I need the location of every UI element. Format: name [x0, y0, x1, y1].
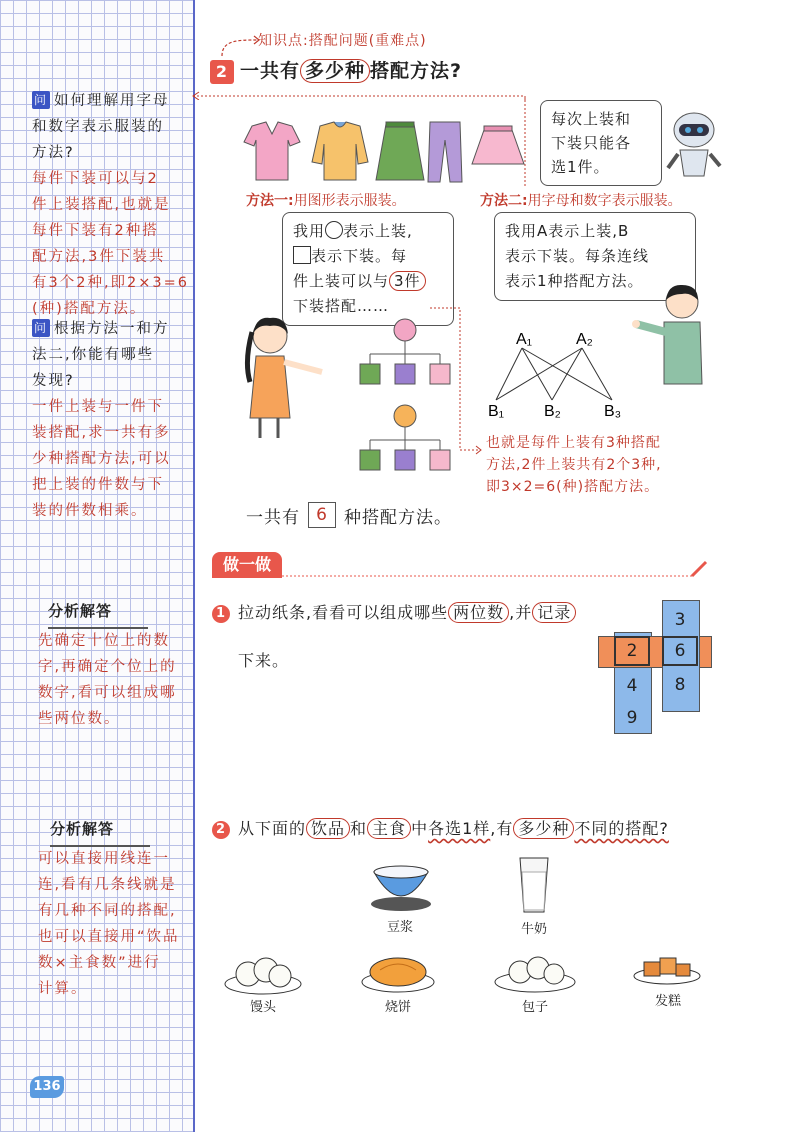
drink-label-soy-milk: 豆浆	[386, 920, 413, 935]
sidebar-question-2: 问 根据方法一和方 法二,你能有哪些 发现?	[32, 321, 170, 389]
sidebar-question-1: 问 如何理解用字母 和数字表示服装的 方法?	[32, 93, 170, 161]
sidebar-divider	[193, 0, 195, 1132]
practice-header-rule	[282, 560, 712, 580]
practice-header: 做一做	[212, 552, 282, 578]
practice-question-1-line2: 下来。	[238, 651, 290, 670]
girl-illustration	[236, 312, 336, 442]
bottom-label-b3: B₃	[604, 403, 622, 420]
girl-speech-bubble: 我用 表示上装, 表示下装。每 件上装可以与 3件 下装搭配……	[282, 212, 454, 326]
letter-connection-diagram	[480, 326, 640, 426]
sesame-cake-icon	[360, 950, 436, 994]
example-title: 2 一共有 多少种 搭配方法?	[210, 56, 462, 84]
fa-gao-icon	[632, 950, 702, 986]
connection-lines	[496, 348, 612, 400]
tree-1	[360, 319, 450, 384]
explanation-note: 也就是每件上装有3种搭配 方法,2件上装共有2个3种, 即3×2=6(种)搭配方法。	[486, 435, 662, 495]
page-number: 136	[30, 1076, 64, 1098]
question-badge: 问	[33, 321, 48, 335]
steamed-bun-icon	[222, 950, 304, 996]
digit-6: 6	[674, 641, 686, 661]
digit-4: 4	[626, 676, 638, 696]
top-label-a2: A₂	[576, 331, 593, 348]
shape-tree-diagram	[356, 318, 456, 478]
milk-glass-icon	[514, 854, 554, 916]
digit-2: 2	[626, 641, 638, 661]
digit-9: 9	[626, 708, 638, 728]
robot-icon	[664, 110, 724, 180]
method-2-caption: 方法二:用字母和数字表示服装。	[480, 193, 682, 209]
food-label-baozi: 包子	[521, 1000, 548, 1015]
pink-skirt-icon	[472, 126, 524, 164]
analysis-text-1: 先确定十位上的数 字,再确定个位上的 数字,看可以组成哪 些两位数。	[38, 633, 177, 727]
boy-speech-bubble: 我用A表示上装,B 表示下装。每条连线 表示1种搭配方法。	[494, 212, 696, 301]
baozi-icon	[492, 950, 578, 994]
soy-milk-icon	[366, 858, 436, 914]
analysis-heading-1: 分析解答	[48, 600, 148, 629]
connector-line	[185, 88, 535, 100]
answer-line: 一共有 6 种搭配方法。	[246, 502, 452, 528]
boy-illustration	[630, 280, 720, 390]
food-label-steamed-bun: 馒头	[249, 1000, 276, 1015]
digit-8: 8	[674, 675, 686, 695]
top-label-a1: A₁	[516, 331, 533, 348]
knowledge-point: 知识点:搭配问题(重难点)	[258, 33, 427, 49]
bottom-label-b2: B₂	[544, 403, 561, 420]
circle-symbol-icon	[325, 221, 343, 239]
bottom-label-b1: B₁	[488, 403, 505, 420]
square-symbol-icon	[293, 246, 311, 264]
pink-shirt-icon	[244, 122, 300, 180]
practice-question-1: 1 拉动纸条,看看可以组成哪些 两位数 ,并 记录	[212, 600, 576, 623]
drink-label-milk: 牛奶	[520, 922, 547, 937]
tree-2	[360, 405, 450, 470]
example-number-badge: 2	[210, 60, 234, 84]
clothes-illustration	[238, 118, 533, 188]
digit-3: 3	[674, 610, 686, 630]
answer-box[interactable]: 6	[308, 502, 336, 528]
method-1-caption: 方法一:用图形表示服装。	[246, 193, 406, 209]
food-label-fa-gao: 发糕	[654, 994, 681, 1009]
sidebar-answer-1: 每件下装可以与2 件上装搭配,也就是 每件下装有2种搭 配方法,3件下装共 有3个2种,即2×3=6 (种)搭配方法。	[32, 171, 190, 317]
question-badge: 问	[33, 93, 48, 107]
green-skirt-icon	[376, 122, 424, 180]
orange-sweater-icon	[312, 122, 368, 180]
purple-pants-icon	[428, 122, 462, 182]
robot-speech-bubble: 每次上装和 下装只能各 选1件。	[540, 100, 662, 186]
sidebar-answer-2: 一件上装与一件下 装搭配,求一共有多 少种搭配方法,可以 把上装的件数与下 装的件数相乘。	[32, 399, 171, 519]
analysis-heading-2: 分析解答	[50, 818, 150, 847]
analysis-text-2: 可以直接用线连一 连,看有几条线就是 有几种不同的搭配, 也可以直接用“饮品 数×主食数”进行 计算。	[38, 851, 180, 997]
food-label-sesame-cake: 烧饼	[384, 1000, 411, 1015]
practice-question-2: 2 从下面的 饮品 和 主食 中各选1样,有 多少种 不同的搭配?	[212, 816, 669, 839]
